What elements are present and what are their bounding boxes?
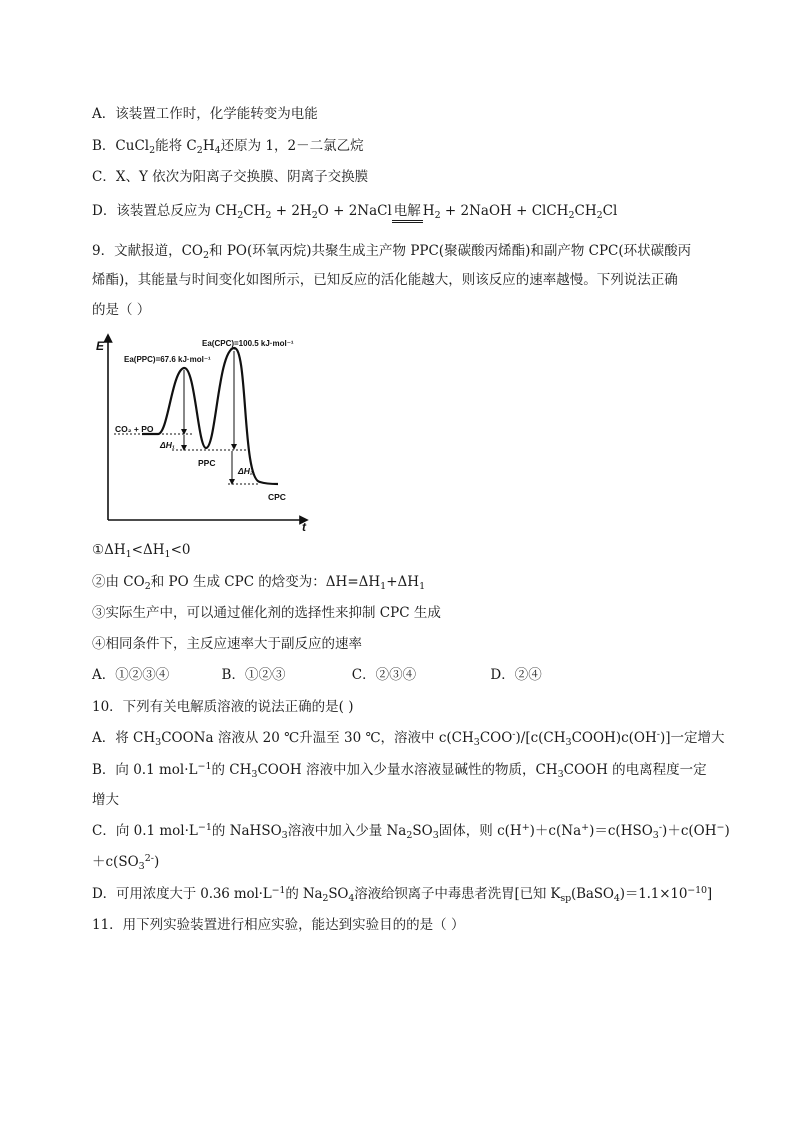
q9-option-a[interactable]: A．①②③④ [92,667,170,683]
energy-time-diagram [92,332,352,532]
q9-stem-line1: 9．文献报道，$CO_2$和 PO(环氧丙烷)共聚生成主产物 PPC(聚碳酸丙烯酯)和副产物 CPC(环状碳酸丙 [92,243,692,261]
ea-cpc-label: Ea(CPC)=100.5 kJ·mol⁻¹ [202,339,294,348]
ppc-label: PPC [198,458,216,468]
dh1-label: ΔH₁ [160,440,175,450]
q10-option-d: D．可用浓度大于 0.36 $mol\cdot L^{-1}$的 $Na_2SO_4$溶液给钡离子中毒患者洗胃[已知 $K_{sp}(BaSO_4)=1.1\times 10^{-10}$] [92,885,712,904]
q10-option-c-line2: $+c(SO_3^{2-})$ [92,853,160,872]
x-axis-label: t [302,520,306,532]
q9-statement-2: ②由 $CO_2$和 PO 生成 CPC 的焓变为：$\Delta H=\Delta H_1+\Delta H_1$ [92,574,426,592]
q9-options [92,665,542,685]
q9-option-b[interactable]: B．①②③ [221,667,286,683]
electrolysis-condition: 电解 [393,203,421,219]
q8-option-b: B．CuCl$_2$能将 $C_2H_4$还原为 1，2－二氯乙烷 [92,138,364,156]
y-axis-label: E [96,339,105,353]
q10-option-b-line2: 增大 [92,792,119,808]
q9-statement-3: ③实际生产中，可以通过催化剂的选择性来抑制 CPC 生成 [92,605,441,621]
q10-option-a: A．将 $CH_3COONa$ 溶液从 20 ℃升温至 30 ℃，溶液中 $c(CH_3COO^-)/[c(CH_3COOH)c(OH^-)]$一定增大 [92,729,725,748]
q9-stem-line2: 烯酯)，其能量与时间变化如图所示，已知反应的活化能越大，则该反应的速率越慢。下列说法正确 [92,272,678,288]
q10-option-b-line1: B．向 0.1 $mol\cdot L^{-1}$的 $CH_3COOH$ 溶液中加入少量水溶液显碱性的物质，$CH_3COOH$ 的电离程度一定 [92,761,707,780]
cpc-label: CPC [268,492,286,502]
q11-stem: 11．用下列实验装置进行相应实验，能达到实验目的的是（ ） [92,917,465,933]
q10-option-c-line1: C．向 0.1 $mol\cdot L^{-1}$的 NaHSO$_3$溶液中加入少量 $Na_2SO_3$固体，则 $c(H^+)+c(Na^+)=c(HSO_3^-)+c(OH^-)$ [92,822,730,841]
q9-stem-line3: 的是（ ） [92,302,151,318]
reactants-label: CO₂ + PO [115,424,154,434]
q8-option-d: D．该装置总反应为 $CH_2CH_2 + 2H_2O$ + 2NaCl 电解 $H_2$ + 2NaOH + $ClCH_2CH_2Cl$ [92,203,618,221]
q9-statement-4: ④相同条件下，主反应速率大于副反应的速率 [92,636,362,652]
q8-option-c: C．X、Y 依次为阳离子交换膜、阴离子交换膜 [92,169,369,185]
q9-statement-1: $①\Delta H_1<\Delta H_1<0$ [92,542,191,560]
q8-option-a: A．该装置工作时，化学能转变为电能 [92,106,318,122]
dh2-label: ΔH₂ [238,466,254,476]
q9-option-c[interactable]: C．②③④ [351,667,417,683]
q10-stem: 10．下列有关电解质溶液的说法正确的是( ) [92,699,354,715]
q9-option-d[interactable]: D．②④ [490,667,542,683]
ea-ppc-label: Ea(PPC)=67.6 kJ·mol⁻¹ [124,355,211,364]
